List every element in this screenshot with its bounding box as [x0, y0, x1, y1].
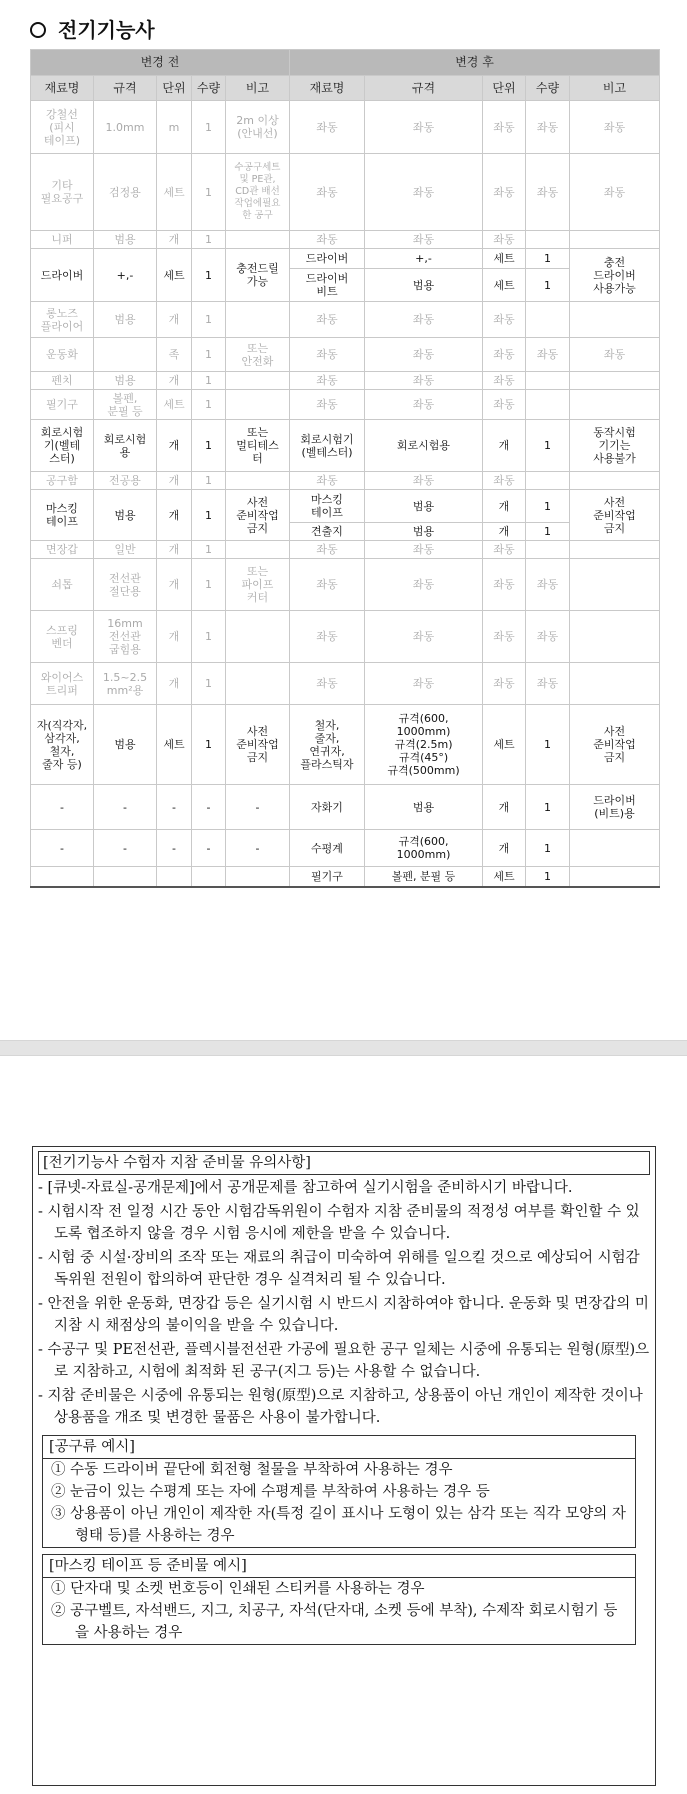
- table-row: [31, 154, 660, 231]
- cell: -: [192, 830, 226, 867]
- cell: 좌동: [570, 101, 660, 154]
- cell: 1: [526, 830, 570, 867]
- table-row: [31, 663, 660, 705]
- cell: 좌동: [483, 559, 526, 611]
- cell: 1: [192, 559, 226, 611]
- cell: [526, 472, 570, 490]
- cell: 드라이버: [290, 249, 365, 269]
- cell: 필기구: [31, 390, 94, 420]
- cell: 개: [157, 372, 192, 390]
- cell: 1: [192, 302, 226, 338]
- cell: 좌동: [526, 338, 570, 372]
- cell: 개: [157, 302, 192, 338]
- cell: 범용: [94, 705, 157, 785]
- table-row: [31, 231, 660, 249]
- cell: 범용: [365, 523, 483, 541]
- cell: 좌동: [365, 101, 483, 154]
- cell: 롱노즈 플라이어: [31, 302, 94, 338]
- cell: [226, 541, 290, 559]
- cell: 1: [192, 390, 226, 420]
- table-row: [31, 302, 660, 338]
- cell: 일반: [94, 541, 157, 559]
- col-header: 재료명: [290, 76, 365, 101]
- tape-example-box: [42, 1554, 636, 1645]
- cell: 1: [192, 372, 226, 390]
- page-2: [0, 1056, 687, 1794]
- cell: [226, 472, 290, 490]
- cell: 범용: [94, 231, 157, 249]
- table-row: [31, 705, 660, 785]
- cell: 개: [483, 490, 526, 523]
- cell: 1: [192, 490, 226, 541]
- cell: 좌동: [526, 559, 570, 611]
- cell: 와이어스 트리퍼: [31, 663, 94, 705]
- cell: [570, 867, 660, 887]
- cell: 기타 필요공구: [31, 154, 94, 231]
- table-row: [31, 785, 660, 830]
- cell: 좌동: [483, 338, 526, 372]
- cell: [570, 472, 660, 490]
- group-header-after: 변경 후: [290, 50, 660, 76]
- table-row: [31, 101, 660, 154]
- cell: [226, 390, 290, 420]
- cell: 스프링 벤더: [31, 611, 94, 663]
- cell: 좌동: [290, 154, 365, 231]
- cell: [570, 663, 660, 705]
- cell: 또는 멀티테스 터: [226, 420, 290, 472]
- cell: +,-: [365, 249, 483, 269]
- col-header: 단위: [483, 76, 526, 101]
- tools-example-item: ① 수동 드라이버 끝단에 회전형 철물을 부착하여 사용하는 경우: [51, 1462, 453, 1478]
- cell: 수공구세트 및 PE관, CD관 배선 작업에필요 한 공구: [226, 154, 290, 231]
- cell: 좌동: [483, 390, 526, 420]
- tools-example-heading: [공구류 예시]: [43, 1436, 635, 1459]
- cell: 규격(600, 1000mm) 규격(2.5m) 규격(45°) 규격(500mm): [365, 705, 483, 785]
- cell: 범용: [365, 269, 483, 302]
- notice-item: - 시험시작 전 일정 시간 동안 시험감독위원이 수험자 지참 준비물의 적정성 여부를 확인할 수 있도록 협조하지 않을 경우 시험 응시에 제한을 받을 수 있습니다.: [38, 1204, 640, 1242]
- cell: 좌동: [290, 663, 365, 705]
- cell: 1: [192, 705, 226, 785]
- cell: [526, 372, 570, 390]
- cell: 1: [192, 472, 226, 490]
- table-row: [31, 541, 660, 559]
- page-separator: [0, 1040, 687, 1056]
- cell: 개: [157, 559, 192, 611]
- cell: 펜치: [31, 372, 94, 390]
- cell: 좌동: [365, 611, 483, 663]
- cell: -: [226, 830, 290, 867]
- notice-item: - [큐넷-자료실-공개문제]에서 공개문제를 참고하여 실기시험을 준비하시기 바랍니다.: [38, 1180, 573, 1196]
- cell: 1.0mm: [94, 101, 157, 154]
- cell: 세트: [483, 249, 526, 269]
- table-row: [31, 372, 660, 390]
- cell: 마스킹 테이프: [31, 490, 94, 541]
- tape-example-heading: [마스킹 테이프 등 준비물 예시]: [43, 1555, 635, 1578]
- notice-item: - 시험 중 시설·장비의 조작 또는 재료의 취급이 미숙하여 위해를 일으킬 것으로 예상되어 시험감독위원 전원이 합의하여 판단한 경우 실격처리 될 수 있습니다.: [38, 1250, 640, 1288]
- cell: 드라이버 (비트)용: [570, 785, 660, 830]
- cell: 좌동: [290, 611, 365, 663]
- cell: 좌동: [483, 302, 526, 338]
- cell: 사전 준비작업 금지: [570, 490, 660, 541]
- cell: 좌동: [483, 154, 526, 231]
- cell: 또는 파이프 커터: [226, 559, 290, 611]
- table-row: [31, 490, 660, 523]
- cell: 개: [157, 420, 192, 472]
- table-row: [31, 830, 660, 867]
- cell: [570, 559, 660, 611]
- cell: 볼펜, 분필 등: [365, 867, 483, 887]
- cell: 좌동: [290, 541, 365, 559]
- cell: 수평계: [290, 830, 365, 867]
- table-row: [31, 338, 660, 372]
- cell: [570, 541, 660, 559]
- table-row: [31, 559, 660, 611]
- cell: 개: [483, 785, 526, 830]
- cell: [94, 867, 157, 887]
- cell: 좌동: [290, 559, 365, 611]
- cell: 회로시험 기(벨테 스터): [31, 420, 94, 472]
- cell: 세트: [157, 390, 192, 420]
- cell: 좌동: [365, 541, 483, 559]
- cell: 좌동: [483, 472, 526, 490]
- cell: 좌동: [526, 154, 570, 231]
- cell: 1: [192, 541, 226, 559]
- cell: 세트: [157, 249, 192, 302]
- cell: 충전 드라이버 사용가능: [570, 249, 660, 302]
- cell: 니퍼: [31, 231, 94, 249]
- cell: -: [226, 785, 290, 830]
- cell: 전공용: [94, 472, 157, 490]
- cell: [526, 390, 570, 420]
- cell: 개: [157, 663, 192, 705]
- cell: 1: [192, 249, 226, 302]
- cell: 자화기: [290, 785, 365, 830]
- cell: 좌동: [526, 663, 570, 705]
- section-title: [30, 14, 155, 43]
- table-row: [31, 611, 660, 663]
- cell: [526, 302, 570, 338]
- table-row: [31, 390, 660, 420]
- cell: 개: [157, 231, 192, 249]
- cell: 견출지: [290, 523, 365, 541]
- cell: 1: [526, 867, 570, 887]
- cell: 1: [192, 611, 226, 663]
- cell: 사전 준비작업 금지: [226, 490, 290, 541]
- cell: 철자, 줄자, 연귀자, 플라스틱자: [290, 705, 365, 785]
- cell: -: [192, 785, 226, 830]
- cell: 개: [157, 611, 192, 663]
- cell: -: [31, 830, 94, 867]
- cell: 좌동: [365, 231, 483, 249]
- cell: 범용: [94, 302, 157, 338]
- cell: [570, 611, 660, 663]
- col-header: 수량: [526, 76, 570, 101]
- tape-example-item: ② 공구벨트, 자석밴드, 지그, 치공구, 자석(단자대, 소켓 등에 부착), 수제작 회로시험기 등을 사용하는 경우: [51, 1603, 618, 1641]
- cell: 좌동: [483, 663, 526, 705]
- cell: 좌동: [570, 338, 660, 372]
- cell: 좌동: [483, 231, 526, 249]
- cell: 볼펜, 분필 등: [94, 390, 157, 420]
- cell: 사전 준비작업 금지: [226, 705, 290, 785]
- cell: 세트: [483, 705, 526, 785]
- cell: 좌동: [526, 611, 570, 663]
- cell: 좌동: [365, 338, 483, 372]
- cell: 족: [157, 338, 192, 372]
- cell: 회로시험 용: [94, 420, 157, 472]
- cell: [226, 231, 290, 249]
- table-row: [31, 420, 660, 472]
- cell: 좌동: [483, 541, 526, 559]
- cell: 2m 이상 (안내선): [226, 101, 290, 154]
- cell: 범용: [365, 490, 483, 523]
- cell: -: [157, 830, 192, 867]
- cell: 좌동: [290, 338, 365, 372]
- table-row: [31, 472, 660, 490]
- cell: 충전드릴 가능: [226, 249, 290, 302]
- cell: 좌동: [290, 372, 365, 390]
- cell: [192, 867, 226, 887]
- col-header: 규격: [365, 76, 483, 101]
- cell: 운동화: [31, 338, 94, 372]
- cell: 동작시험 기기는 사용불가: [570, 420, 660, 472]
- cell: 쇠톱: [31, 559, 94, 611]
- cell: 1: [526, 490, 570, 523]
- cell: 좌동: [526, 101, 570, 154]
- cell: 좌동: [483, 611, 526, 663]
- cell: 1: [192, 154, 226, 231]
- cell: 강철선 (피시 테이프): [31, 101, 94, 154]
- cell: 1: [192, 338, 226, 372]
- cell: 또는 안전화: [226, 338, 290, 372]
- cell: 세트: [157, 154, 192, 231]
- col-header: 비고: [570, 76, 660, 101]
- cell: 1: [526, 420, 570, 472]
- cell: 1: [192, 101, 226, 154]
- notice-box: [32, 1146, 656, 1786]
- cell: 좌동: [365, 472, 483, 490]
- cell: 좌동: [483, 372, 526, 390]
- cell: 좌동: [570, 154, 660, 231]
- cell: 세트: [483, 269, 526, 302]
- col-header: 수량: [192, 76, 226, 101]
- col-header: 단위: [157, 76, 192, 101]
- tools-example-item: ③ 상용품이 아닌 개인이 제작한 자(특정 길이 표시나 도형이 있는 삼각 또는 직각 모양의 자 형태 등)를 사용하는 경우: [51, 1506, 626, 1544]
- cell: 개: [157, 541, 192, 559]
- cell: 1: [526, 249, 570, 269]
- cell: 1.5~2.5 mm²용: [94, 663, 157, 705]
- cell: 좌동: [290, 231, 365, 249]
- cell: 공구함: [31, 472, 94, 490]
- cell: 사전 준비작업 금지: [570, 705, 660, 785]
- cell: [157, 867, 192, 887]
- cell: 마스킹 테이프: [290, 490, 365, 523]
- materials-change-table: [30, 49, 660, 888]
- cell: [226, 867, 290, 887]
- cell: 필기구: [290, 867, 365, 887]
- tools-example-box: [42, 1435, 636, 1548]
- cell: 좌동: [365, 372, 483, 390]
- cell: 개: [157, 472, 192, 490]
- cell: 16mm 전선관 굽힘용: [94, 611, 157, 663]
- cell: 1: [192, 420, 226, 472]
- cell: 드라이버 비트: [290, 269, 365, 302]
- col-header: 재료명: [31, 76, 94, 101]
- col-header: 규격: [94, 76, 157, 101]
- notice-item: - 안전을 위한 운동화, 면장갑 등은 실기시험 시 반드시 지참하여야 합니다. 운동화 및 면장갑의 미지참 시 채점상의 불이익을 받을 수 있습니다.: [38, 1296, 649, 1334]
- cell: 면장갑: [31, 541, 94, 559]
- cell: 회로시험용: [365, 420, 483, 472]
- notice-item: - 지참 준비물은 시중에 유통되는 원형(原型)으로 지참하고, 상용품이 아닌 개인이 제작한 것이나 상용품을 개조 및 변경한 물품은 사용이 불가합니다.: [38, 1388, 643, 1426]
- cell: 세트: [483, 867, 526, 887]
- cell: 1: [526, 269, 570, 302]
- cell: 개: [483, 420, 526, 472]
- cell: 좌동: [290, 472, 365, 490]
- cell: 좌동: [290, 390, 365, 420]
- cell: -: [94, 830, 157, 867]
- cell: 전선관 절단용: [94, 559, 157, 611]
- cell: 좌동: [365, 390, 483, 420]
- cell: 좌동: [290, 302, 365, 338]
- cell: [226, 611, 290, 663]
- cell: [226, 302, 290, 338]
- notice-heading: [전기기능사 수험자 지참 준비물 유의사항]: [38, 1151, 650, 1175]
- cell: 회로시험기 (벨테스터): [290, 420, 365, 472]
- cell: m: [157, 101, 192, 154]
- cell: 1: [526, 785, 570, 830]
- cell: -: [157, 785, 192, 830]
- notice-item: - 수공구 및 PE전선관, 플렉시블전선관 가공에 필요한 공구 일체는 시중에 유통되는 원형(原型)으로 지참하고, 시험에 최적화 된 공구(지그 등)는 사용할 수 없습니다.: [38, 1342, 650, 1380]
- circle-bullet-icon: [30, 22, 46, 38]
- cell: 범용: [365, 785, 483, 830]
- cell: [226, 372, 290, 390]
- cell: 1: [192, 231, 226, 249]
- cell: 검정용: [94, 154, 157, 231]
- cell: 좌동: [365, 154, 483, 231]
- table-row: [31, 249, 660, 269]
- cell: 좌동: [365, 559, 483, 611]
- cell: 좌동: [365, 302, 483, 338]
- cell: 1: [526, 523, 570, 541]
- tools-example-item: ② 눈금이 있는 수평계 또는 자에 수평계를 부착하여 사용하는 경우 등: [51, 1484, 490, 1500]
- cell: 1: [192, 663, 226, 705]
- col-header: 비고: [226, 76, 290, 101]
- section-title-text: 전기기능사: [58, 18, 155, 42]
- group-header-before: 변경 전: [31, 50, 290, 76]
- cell: [570, 390, 660, 420]
- cell: 세트: [157, 705, 192, 785]
- cell: [226, 663, 290, 705]
- cell: 범용: [94, 372, 157, 390]
- cell: [31, 867, 94, 887]
- cell: -: [31, 785, 94, 830]
- cell: 좌동: [365, 663, 483, 705]
- cell: 규격(600, 1000mm): [365, 830, 483, 867]
- cell: 개: [483, 830, 526, 867]
- cell: [570, 830, 660, 867]
- cell: +,-: [94, 249, 157, 302]
- cell: 자(직각자, 삼각자, 철자, 줄자 등): [31, 705, 94, 785]
- cell: 범용: [94, 490, 157, 541]
- cell: [570, 231, 660, 249]
- cell: 좌동: [483, 101, 526, 154]
- cell: [570, 302, 660, 338]
- cell: [94, 338, 157, 372]
- tape-example-item: ① 단자대 및 소켓 번호등이 인쇄된 스티커를 사용하는 경우: [51, 1581, 425, 1597]
- cell: 개: [157, 490, 192, 541]
- cell: 개: [483, 523, 526, 541]
- cell: -: [94, 785, 157, 830]
- cell: 좌동: [290, 101, 365, 154]
- table-row: [31, 867, 660, 887]
- cell: [526, 541, 570, 559]
- cell: [570, 372, 660, 390]
- cell: [526, 231, 570, 249]
- cell: 드라이버: [31, 249, 94, 302]
- cell: 1: [526, 705, 570, 785]
